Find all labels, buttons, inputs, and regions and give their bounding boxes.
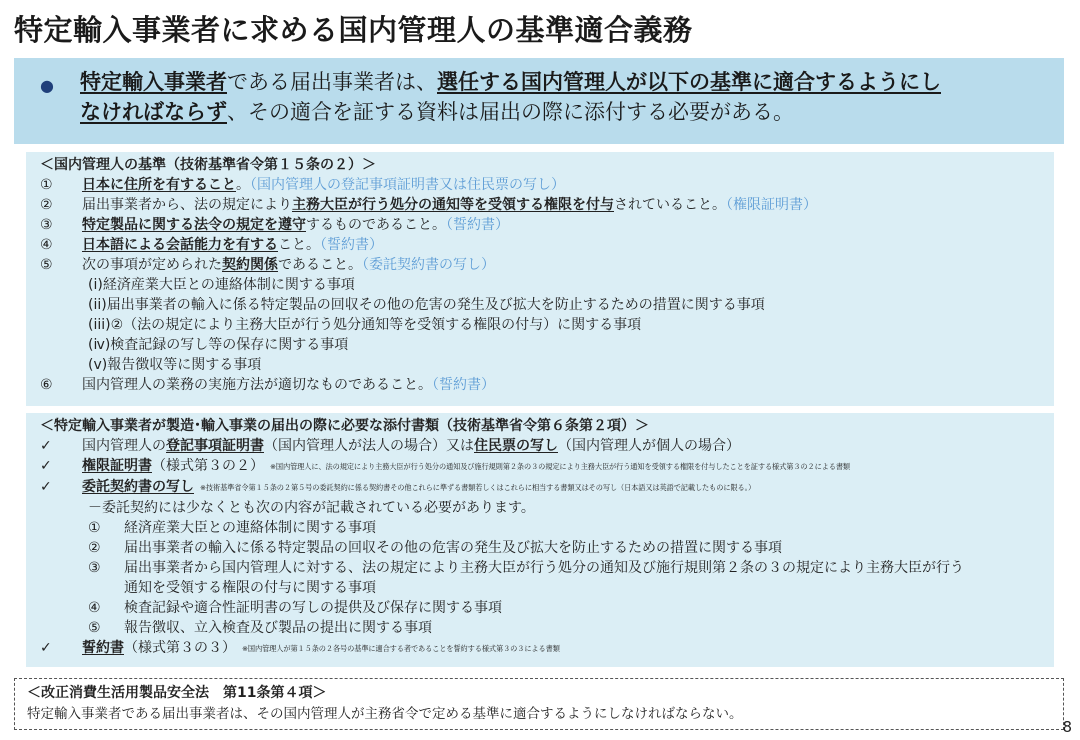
contract-item <box>40 618 1054 638</box>
item-text: するものであること。 <box>306 217 446 233</box>
lead-keyword-3: なければならず <box>80 100 227 124</box>
lead-box <box>14 58 1064 144</box>
item-text: 次の事項が定められた <box>82 257 222 273</box>
check-icon: ✓ <box>40 438 52 454</box>
row-text: 国内管理人の <box>82 438 166 454</box>
row-keyword: 住民票の写し <box>474 438 558 454</box>
page-number: 8 <box>1062 718 1072 736</box>
criteria-subitem: (ii)届出事業者の輸入に係る特定製品の回収その他の危害の発生及び拡大を防止するための措置に関する事項 <box>88 297 765 313</box>
bullet-icon: ● <box>40 76 54 95</box>
law-box <box>14 678 1064 730</box>
row-text: （国内管理人が個人の場合） <box>558 438 740 454</box>
contract-item <box>40 578 1054 598</box>
row-text: （様式第３の３） <box>124 640 236 656</box>
attachment-row <box>40 456 1054 477</box>
lead-text-2: 、その適合を証する資料は届出の際に添付する必要がある。 <box>227 100 794 124</box>
criteria-subitem: (i)経済産業大臣との連絡体制に関する事項 <box>88 277 355 293</box>
item-number: ④ <box>40 237 53 253</box>
law-header: ＜改正消費生活用製品安全法 第11条第４項＞ <box>27 685 327 701</box>
row-keyword: 誓約書 <box>82 640 124 656</box>
row-keyword: 権限証明書 <box>82 458 152 474</box>
criteria-subitem: (ⅴ)報告徴収等に関する事項 <box>88 357 262 373</box>
contract-item <box>40 518 1054 538</box>
row-text: （様式第３の２） <box>152 458 264 474</box>
item-keyword: 主務大臣が行う処分の通知等を受領する権限を付与 <box>292 197 614 213</box>
criteria-item <box>40 215 1054 235</box>
criteria-item <box>40 375 1054 395</box>
check-icon: ✓ <box>40 479 52 495</box>
item-note: （権限証明書） <box>726 197 817 213</box>
attachment-subtext: －委託契約には少なくとも次の内容が記載されている必要があります。 <box>88 500 535 516</box>
item-text: 。 <box>236 177 250 193</box>
item-text: であること。 <box>278 257 362 273</box>
lead-text-1: である届出事業者は、 <box>227 70 437 94</box>
criteria-item <box>40 255 1054 275</box>
lead-text <box>80 67 1064 127</box>
item-number: ② <box>88 540 101 556</box>
item-text: 届出事業者から国内管理人に対する、法の規定により主務大臣が行う処分の通知及び施行規則第２条の３の規定により主務大臣が行う <box>124 560 964 576</box>
item-number: ③ <box>88 560 101 576</box>
contract-item <box>40 538 1054 558</box>
item-note: （委託契約書の写し） <box>362 257 495 273</box>
criteria-box <box>26 152 1054 406</box>
row-footnote: ※国内管理人が第１５条の２各号の基準に適合する者であることを誓約する様式第３の３による書類 <box>242 644 560 653</box>
item-number: ① <box>88 520 101 536</box>
item-text: 届出事業者の輸入に係る特定製品の回収その他の危害の発生及び拡大を防止するための措置に関する事項 <box>124 540 782 556</box>
criteria-subitem: (iii)②（法の規定により主務大臣が行う処分通知等を受領する権限の付与）に関する事項 <box>88 317 642 333</box>
row-keyword: 登記事項証明書 <box>166 438 264 454</box>
item-text: 報告徴収、立入検査及び製品の提出に関する事項 <box>124 620 432 636</box>
contract-item <box>40 558 1054 578</box>
contract-item <box>40 598 1054 618</box>
item-keyword: 契約関係 <box>222 257 278 273</box>
check-icon: ✓ <box>40 458 52 474</box>
attachment-row <box>40 638 1054 659</box>
item-number: ① <box>40 177 53 193</box>
lead-keyword-1: 特定輸入事業者 <box>80 70 227 94</box>
item-text: 通知を受領する権限の付与に関する事項 <box>124 580 376 596</box>
item-number: ③ <box>40 217 53 233</box>
page-title: 特定輸入事業者に求める国内管理人の基準適合義務 <box>14 13 693 47</box>
item-note: （誓約書） <box>320 237 383 253</box>
row-footnote: ※技術基準省令第１５条の２第５号の委託契約に係る契約書その他これらに準ずる書類若しくはこれらに相当する書類又はその写し（日本語又は英語で記載したものに限る。） <box>200 483 756 492</box>
criteria-item <box>40 235 1054 255</box>
lead-keyword-2: 選任する国内管理人が以下の基準に適合するようにし <box>437 70 941 94</box>
criteria-subitem: (ⅳ)検査記録の写し等の保存に関する事項 <box>88 337 349 353</box>
item-number: ⑥ <box>40 377 53 393</box>
attachments-box <box>26 413 1054 667</box>
item-number: ⑤ <box>40 257 53 273</box>
item-note: （国内管理人の登記事項証明書又は住民票の写し） <box>250 177 565 193</box>
item-text: されていること。 <box>614 197 726 213</box>
item-number: ④ <box>88 600 101 616</box>
attachment-row <box>40 477 1054 498</box>
check-icon: ✓ <box>40 640 52 656</box>
item-text: 経済産業大臣との連絡体制に関する事項 <box>124 520 376 536</box>
item-keyword: 日本語による会話能力を有する <box>82 237 278 253</box>
attachment-row <box>40 436 1054 456</box>
row-footnote: ※国内管理人に、法の規定により主務大臣が行う処分の通知及び施行規則第２条の３の規定により主務大臣が行う通知を受領する権限を付与したことを証する様式第３の２による書類 <box>270 462 851 471</box>
row-keyword: 委託契約書の写し <box>82 479 194 495</box>
item-number: ⑤ <box>88 620 101 636</box>
criteria-item <box>40 175 1054 195</box>
item-note: （誓約書） <box>432 377 495 393</box>
criteria-header: ＜国内管理人の基準（技術基準省令第１５条の２）＞ <box>40 157 376 173</box>
item-text: 届出事業者から、法の規定により <box>82 197 292 213</box>
item-keyword: 特定製品に関する法令の規定を遵守 <box>82 217 306 233</box>
law-text: 特定輸入事業者である届出事業者は、その国内管理人が主務省令で定める基準に適合するようにしなければならない。 <box>27 706 743 722</box>
attachments-header: ＜特定輸入事業者が製造･輸入事業の届出の際に必要な添付書類（技術基準省令第６条第２項）＞ <box>40 418 649 434</box>
item-text: こと。 <box>278 237 320 253</box>
item-text: 国内管理人の業務の実施方法が適切なものであること。 <box>82 377 432 393</box>
row-text: （国内管理人が法人の場合）又は <box>264 438 474 454</box>
item-text: 検査記録や適合性証明書の写しの提供及び保存に関する事項 <box>124 600 502 616</box>
criteria-item <box>40 195 1054 215</box>
item-note: （誓約書） <box>446 217 509 233</box>
item-number: ② <box>40 197 53 213</box>
item-keyword: 日本に住所を有すること <box>82 177 236 193</box>
